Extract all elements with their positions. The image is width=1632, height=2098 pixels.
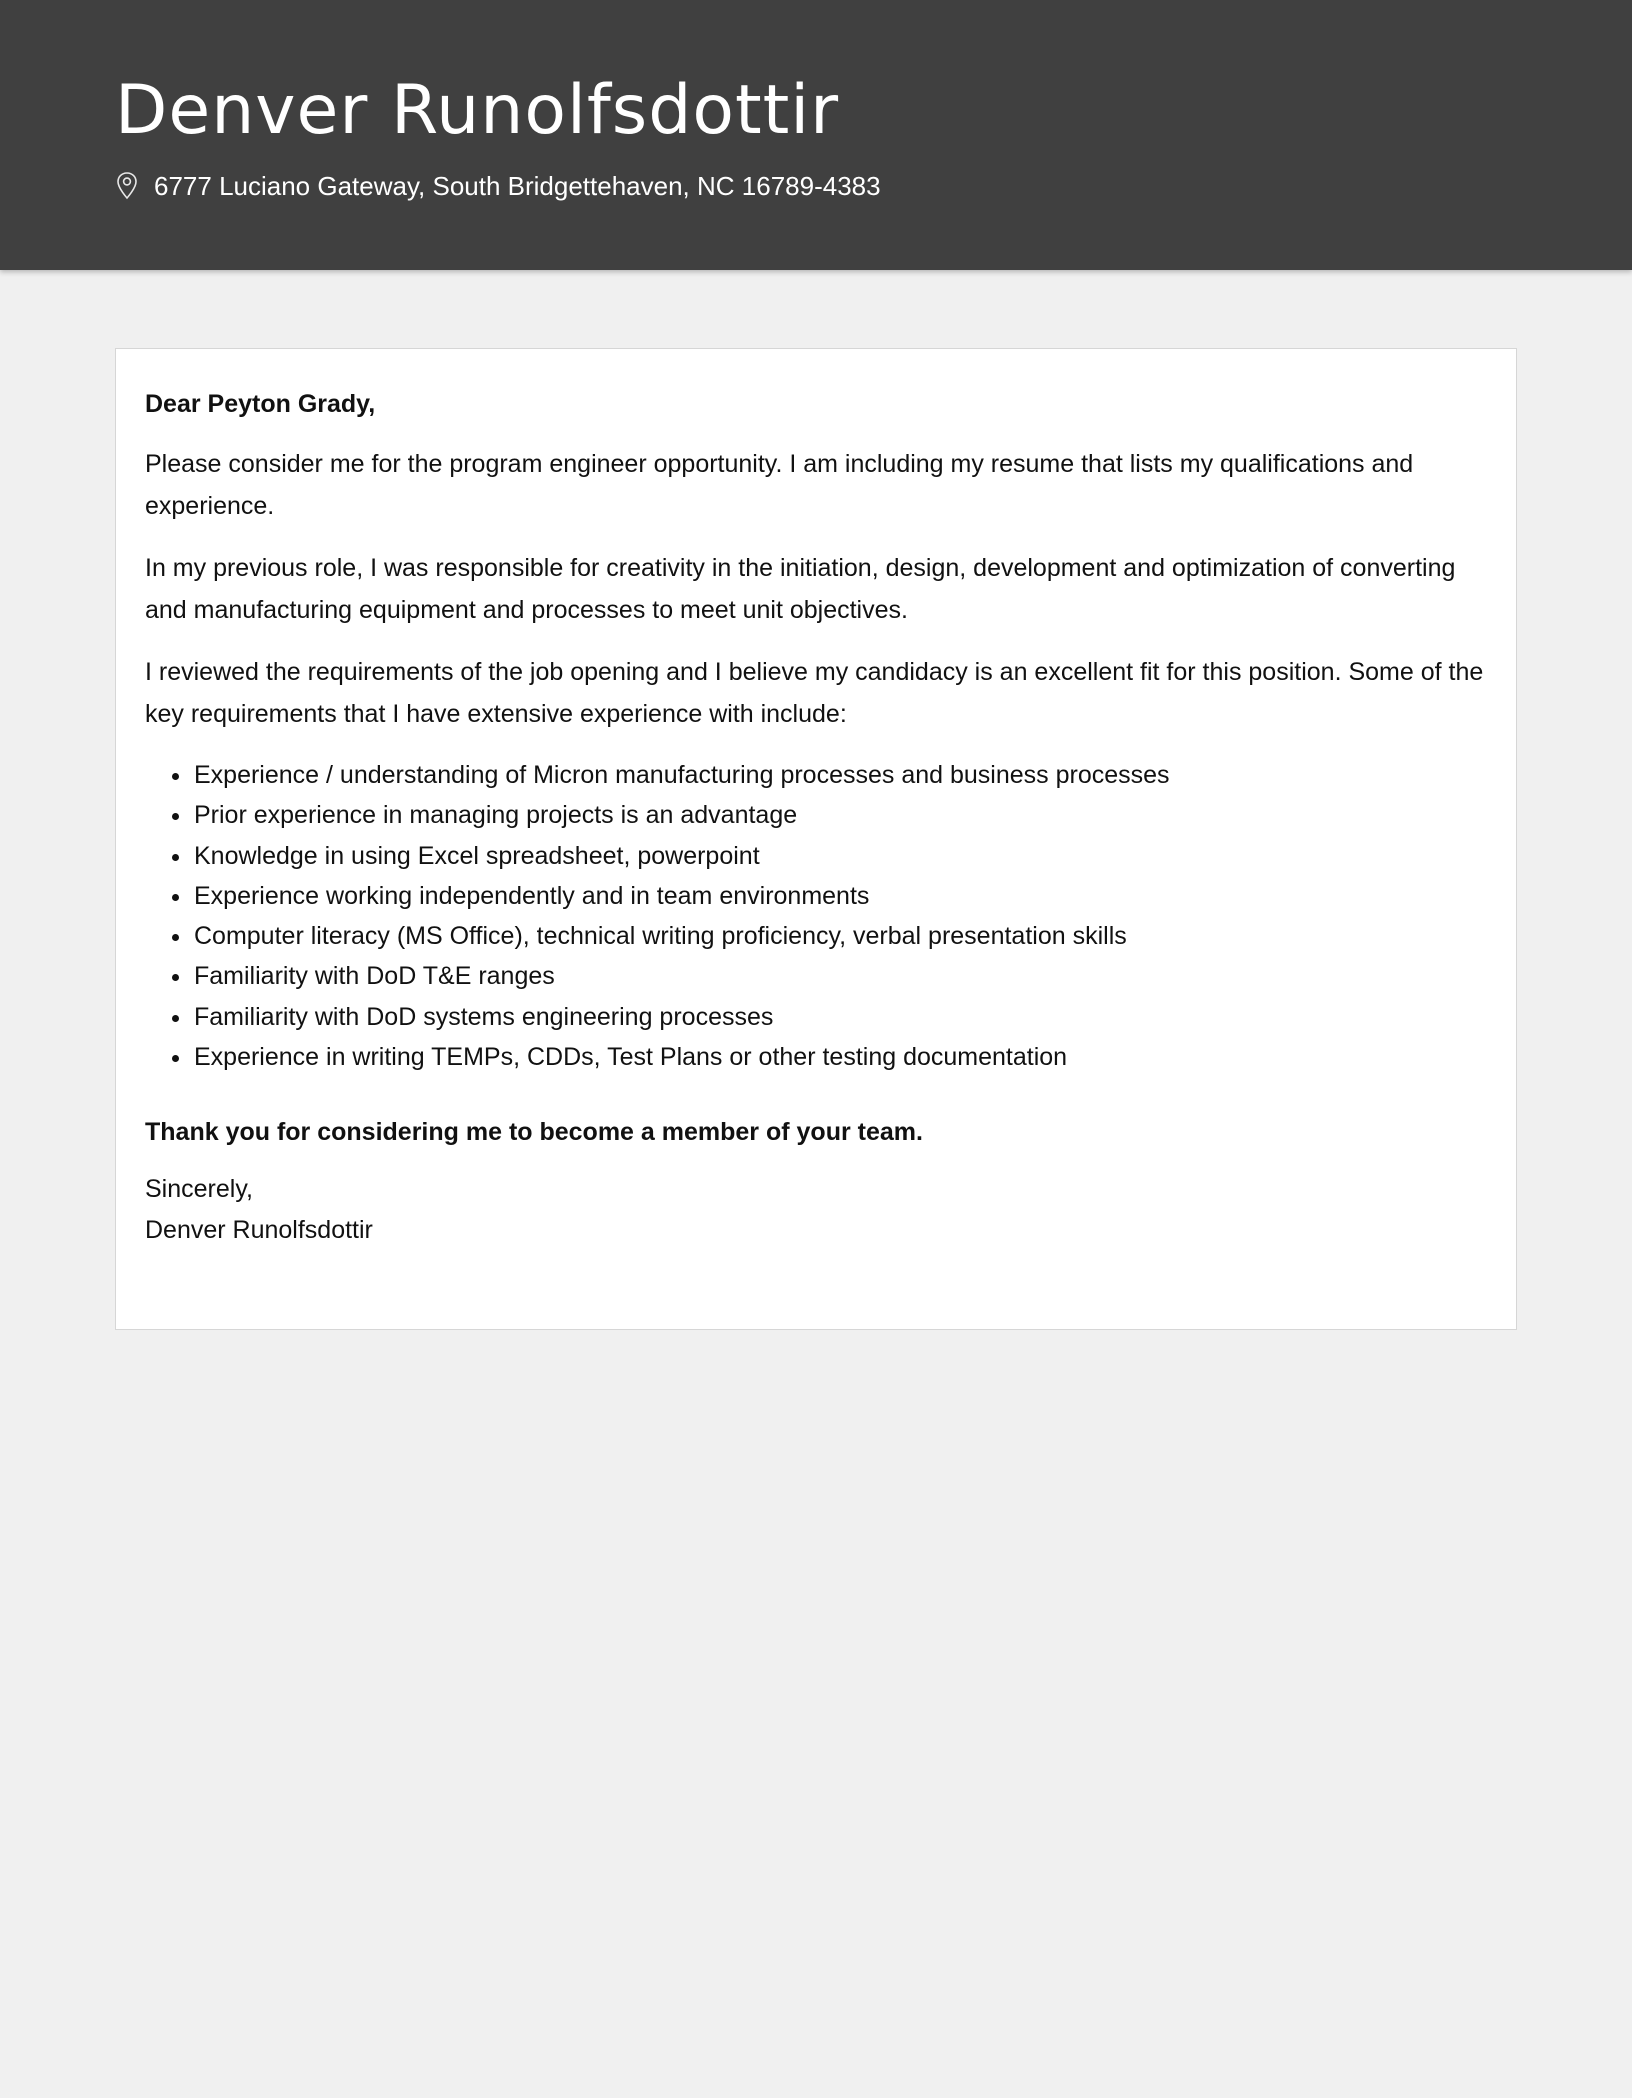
- page-header: [0, 0, 1632, 270]
- requirement-item: • Familiarity with DoD systems engineering processes: [193, 997, 1487, 1037]
- requirements-list: [145, 755, 1487, 1077]
- requirement-item: • Knowledge in using Excel spreadsheet, powerpoint: [193, 836, 1487, 876]
- requirement-item: • Experience in writing TEMPs, CDDs, Test Plans or other testing documentation: [193, 1037, 1487, 1077]
- requirement-item: • Experience / understanding of Micron manufacturing processes and business processes: [193, 755, 1487, 795]
- letter-paragraph-previous-role: In my previous role, I was responsible for creativity in the initiation, design, development and optimization of converting and manufacturing equipment and processes to meet unit objectives.: [145, 554, 1456, 624]
- letter-closing: Thank you for considering me to become a member of your team.: [145, 1118, 923, 1147]
- letter-signoff-block: [145, 1169, 1487, 1251]
- address-line: [115, 166, 881, 206]
- requirement-item: • Experience working independently and in team environments: [193, 876, 1487, 916]
- letter-paragraph-requirements-intro: I reviewed the requirements of the job opening and I believe my candidacy is an excellent fit for this position. Some of the key requirements that I have extensive experience with include:: [145, 658, 1484, 728]
- address-text: 6777 Luciano Gateway, South Bridgettehaven, NC 16789-4383: [154, 170, 881, 201]
- applicant-name: Denver Runolfsdottir: [115, 71, 840, 150]
- map-pin-icon: [115, 171, 139, 201]
- cover-letter-card: [115, 348, 1517, 1330]
- letter-greeting: Dear Peyton Grady,: [145, 390, 376, 418]
- requirement-item: • Computer literacy (MS Office), technical writing proficiency, verbal presentation skills: [193, 916, 1487, 956]
- requirement-item: • Familiarity with DoD T&E ranges: [193, 956, 1487, 996]
- letter-paragraph-intro: Please consider me for the program engineer opportunity. I am including my resume that lists my qualifications and experience.: [145, 450, 1414, 520]
- signature-name: Denver Runolfsdottir: [145, 1216, 373, 1245]
- requirement-item: • Prior experience in managing projects is an advantage: [193, 795, 1487, 835]
- signoff-text: Sincerely,: [145, 1175, 253, 1204]
